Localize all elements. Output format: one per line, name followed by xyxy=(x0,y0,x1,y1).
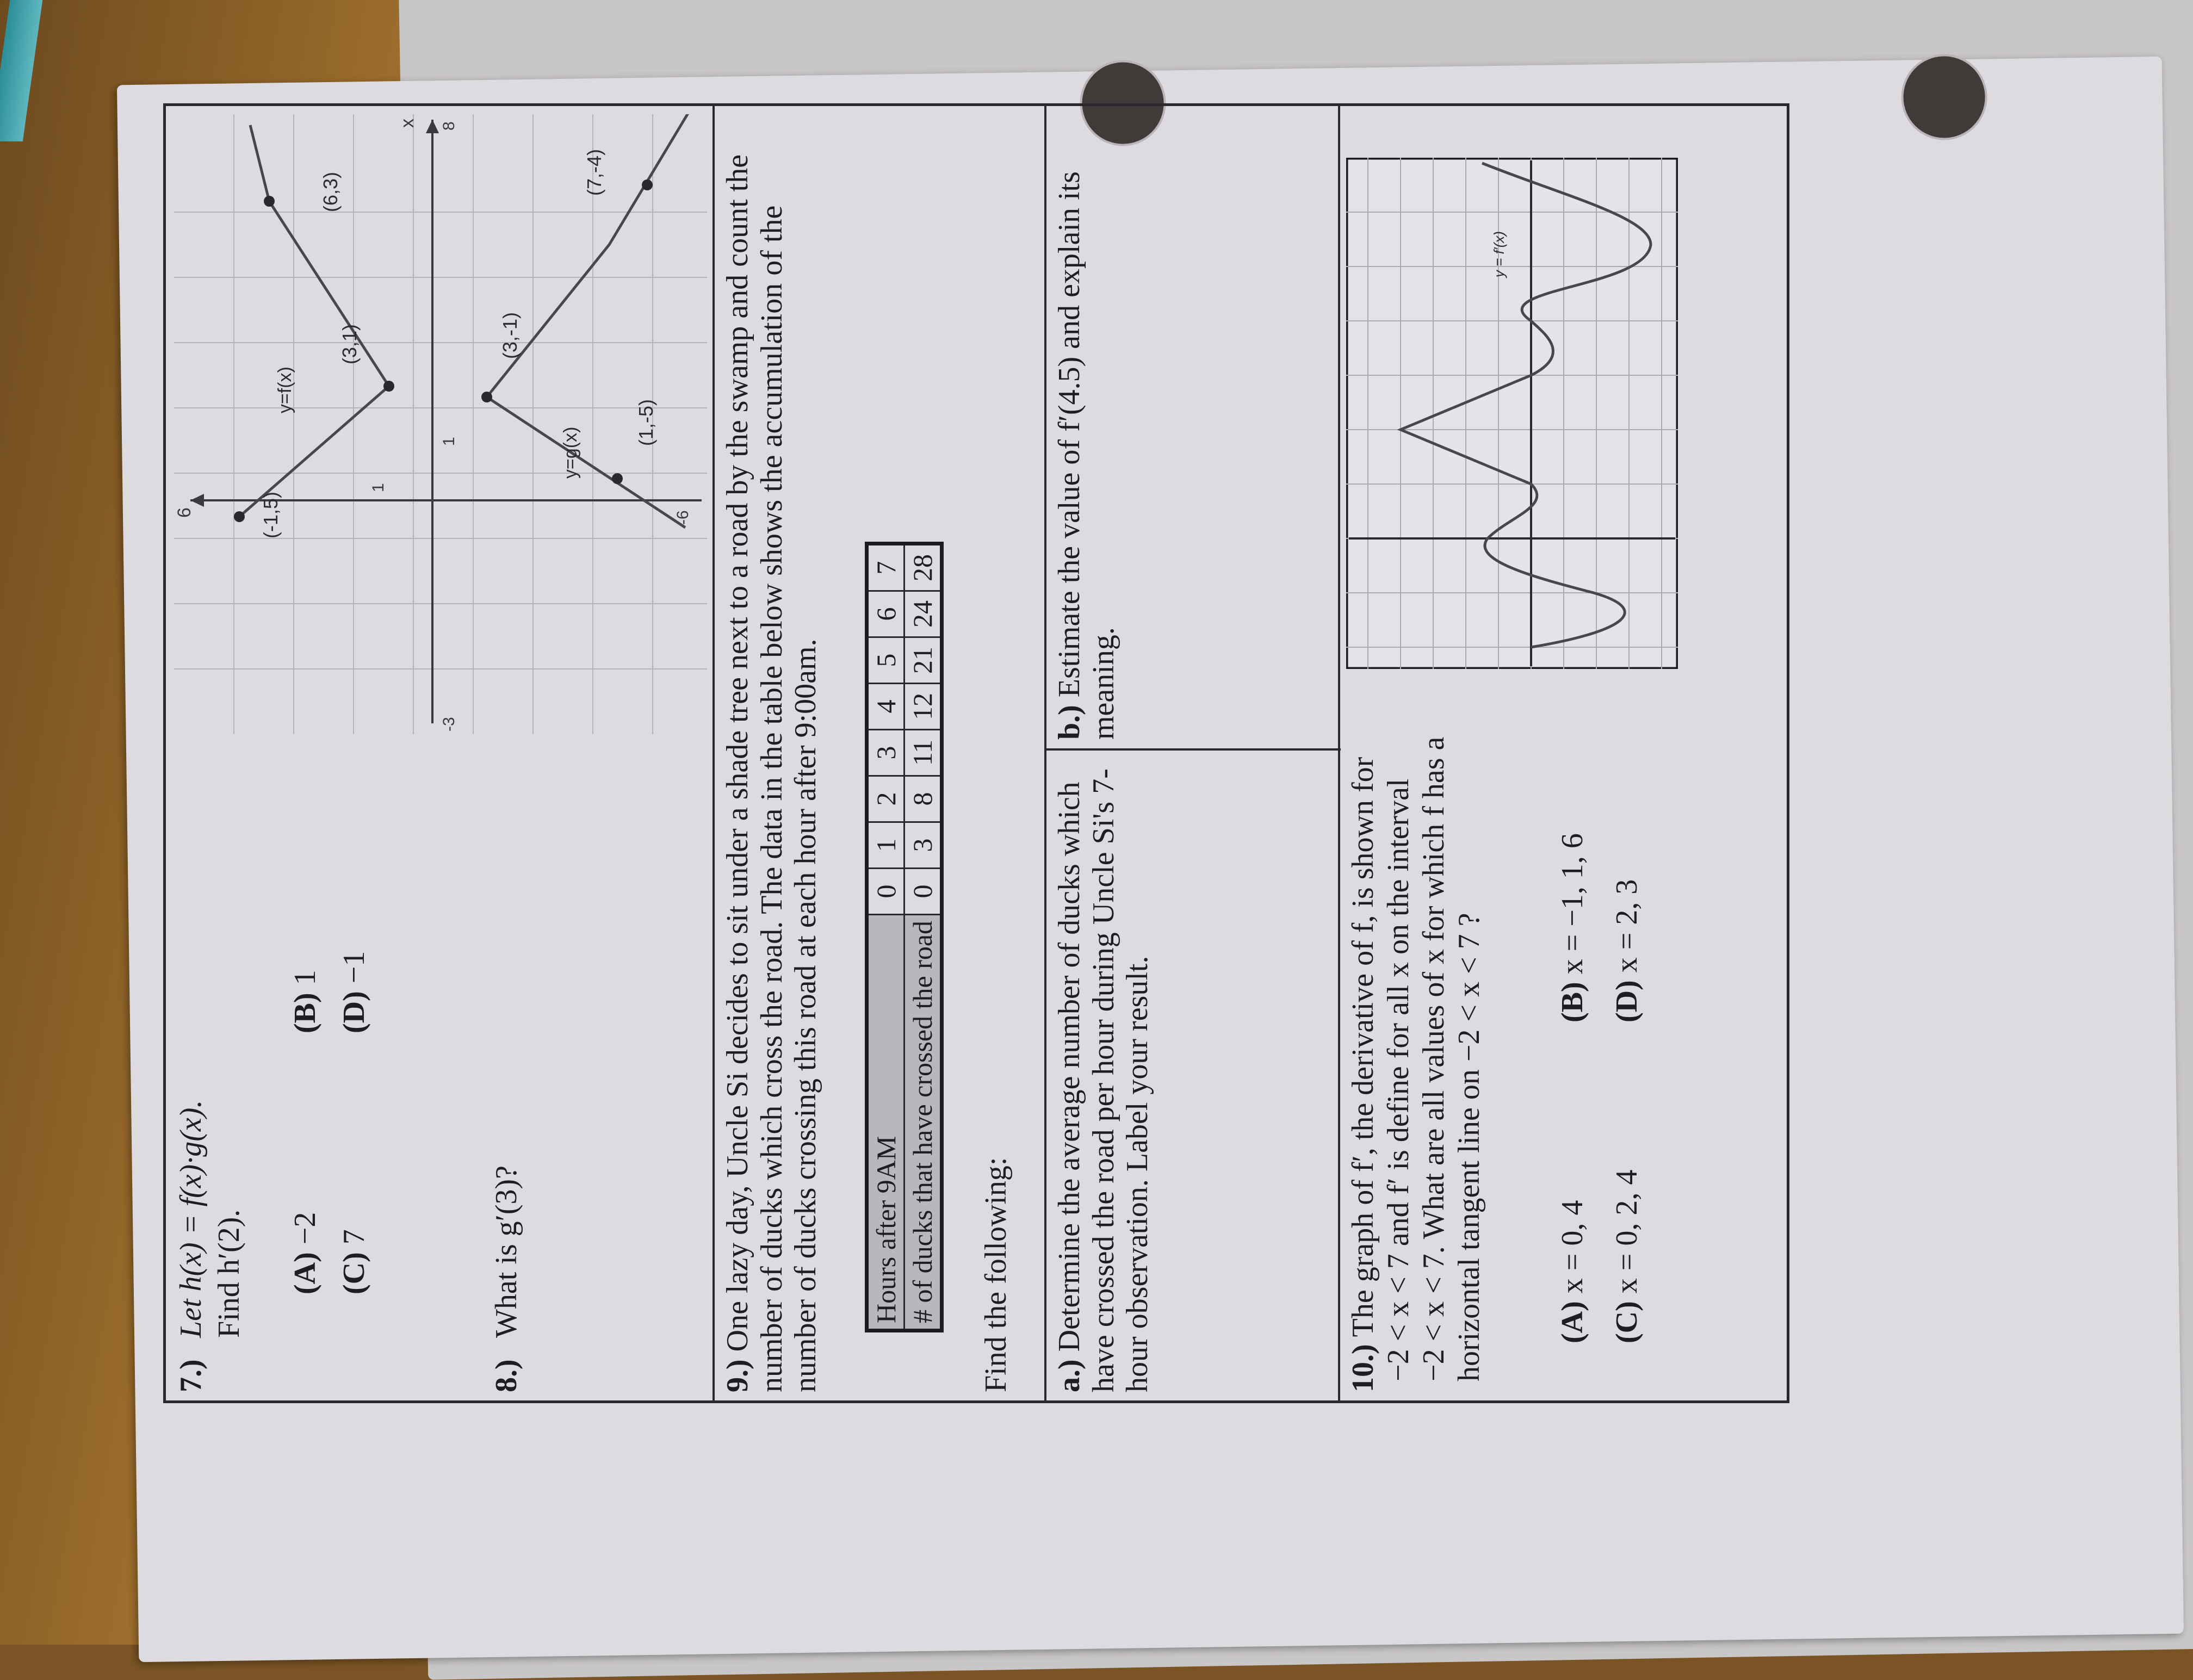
choice-label: (B) xyxy=(288,993,322,1033)
hours-cell: 5 xyxy=(867,637,905,683)
x-axis-label: x xyxy=(397,119,418,128)
q7-choice-c[interactable] xyxy=(337,1229,371,1294)
divider-parts-q10 xyxy=(1338,106,1340,1403)
f-label: y=f(x) xyxy=(275,367,295,413)
tick-x-right: 8 xyxy=(440,121,458,131)
hours-cell: 0 xyxy=(867,868,905,914)
choice-value: x = −1, 1, 6 xyxy=(1556,833,1589,975)
y-axis-label: 6 xyxy=(174,507,195,518)
choice-value: x = 0, 4 xyxy=(1556,1200,1589,1294)
choice-label: (A) xyxy=(1556,1301,1589,1343)
q7-number: 7.) xyxy=(174,1359,208,1392)
f-point-label-1: (-1,5) xyxy=(259,491,282,538)
row-label-ducks: # of ducks that have crossed the road xyxy=(905,914,942,1330)
q7-choice-b[interactable] xyxy=(288,970,323,1033)
f-prime-graph xyxy=(1346,158,1678,669)
x-axis-arrow xyxy=(426,120,439,133)
table-row-ducks xyxy=(905,543,942,1330)
f-point-1 xyxy=(234,511,245,522)
y-axis-arrow xyxy=(190,494,204,507)
q10-line-4: horizontal tangent line on −2 < x < 7 ? xyxy=(1452,913,1486,1381)
hours-cell: 6 xyxy=(867,591,905,637)
q7-prompt: Let h(x) = f(x)·g(x). xyxy=(174,1100,208,1338)
choice-value: x = 0, 2, 4 xyxy=(1610,1169,1644,1294)
choice-value: −2 xyxy=(288,1212,322,1245)
hours-cell: 1 xyxy=(867,822,905,868)
g-point-label-1: (1,-5) xyxy=(635,399,657,446)
q10-text-1: The graph of f′, the derivative of f, is shown for xyxy=(1346,757,1380,1337)
divider-q8-q9 xyxy=(713,106,715,1403)
choice-label: (A) xyxy=(288,1252,322,1294)
g-point-3 xyxy=(642,179,653,190)
f-point-label-3: (6,3) xyxy=(319,171,342,212)
q7-find: Find h′(2). xyxy=(212,1209,246,1338)
f-point-3 xyxy=(264,196,275,207)
q10-number: 10.) xyxy=(1346,1344,1380,1392)
q10-choice-b[interactable] xyxy=(1556,833,1590,1022)
hours-cell: 7 xyxy=(867,543,905,591)
ducks-cell: 0 xyxy=(905,868,942,914)
choice-value: −1 xyxy=(337,951,371,984)
table-row-hours xyxy=(867,543,905,1330)
hours-cell: 2 xyxy=(867,776,905,822)
choice-label: (B) xyxy=(1556,982,1589,1022)
q8-prompt: What is g′(3)? xyxy=(490,1165,523,1338)
choice-value: 7 xyxy=(337,1229,371,1245)
q9-text-block xyxy=(721,125,823,1392)
g-label: y=g(x) xyxy=(560,426,581,479)
q8-number: 8.) xyxy=(490,1359,523,1392)
q10-choice-c[interactable] xyxy=(1610,1170,1644,1343)
q9-number: 9.) xyxy=(721,1359,754,1392)
choice-label: (D) xyxy=(337,991,371,1033)
tick-x-left: -3 xyxy=(440,717,458,731)
find-following: Find the following: xyxy=(979,1157,1013,1392)
ducks-cell: 8 xyxy=(905,776,942,822)
part-b-label: b.) xyxy=(1052,705,1086,740)
divider-table-parts xyxy=(1044,106,1046,1403)
worksheet-content xyxy=(163,98,1849,1403)
f-prime-label: y = f′(x) xyxy=(1491,231,1507,277)
tick-y-neg: -6 xyxy=(674,510,692,525)
choice-value: 1 xyxy=(288,970,322,985)
q7-choice-d[interactable] xyxy=(337,951,371,1033)
part-a-block xyxy=(1052,761,1155,1392)
f-point-2 xyxy=(383,381,394,392)
part-b-block xyxy=(1052,120,1120,740)
ducks-cell: 12 xyxy=(905,683,942,729)
q10-line-3: −2 < x < 7. What are all values of x for which f has a xyxy=(1417,736,1451,1381)
g-point-label-2: (3,-1) xyxy=(499,312,521,359)
ducks-cell: 3 xyxy=(905,822,942,868)
q9-text: One lazy day, Uncle Si decides to sit under a shade tree next to a road by the swamp and count the number of ducks which cross the road. The data in the table below shows the accumulation of the number of ducks crossing this road at each hour after 9:00am. xyxy=(721,154,823,1392)
tick-y-1: 1 xyxy=(369,483,387,492)
hours-cell: 4 xyxy=(867,683,905,729)
q10-choice-d[interactable] xyxy=(1610,879,1644,1022)
q7-choice-a[interactable] xyxy=(288,1212,323,1294)
g-point-label-3: (7,-4) xyxy=(583,148,605,196)
divider-part-a-b xyxy=(1044,748,1341,751)
choice-label: (D) xyxy=(1610,980,1644,1022)
tick-x-1: 1 xyxy=(440,437,458,446)
q10-line-2: −2 < x < 7 and f′ is define for all x on the interval xyxy=(1382,778,1415,1381)
g-point-2 xyxy=(481,392,492,402)
choice-value: x = 2, 3 xyxy=(1610,879,1644,973)
punch-hole-right xyxy=(1900,53,1987,140)
part-b-text: Estimate the value of f′(4.5) and explain its meaning. xyxy=(1052,171,1120,740)
choice-label: (C) xyxy=(1610,1301,1644,1343)
part-a-text: Determine the average number of ducks which have crossed the road per hour during Uncle Si's 7-hour observation. Label your result. xyxy=(1052,768,1155,1392)
ducks-cell: 21 xyxy=(905,637,942,683)
ducks-cell: 28 xyxy=(905,543,942,591)
hours-cell: 3 xyxy=(867,729,905,776)
f-point-label-2: (3,1) xyxy=(338,324,361,364)
q10-choice-a[interactable] xyxy=(1556,1200,1590,1343)
part-a-label: a.) xyxy=(1052,1359,1086,1392)
ducks-cell: 11 xyxy=(905,729,942,776)
ducks-table xyxy=(865,542,944,1332)
q10-line-1 xyxy=(1346,757,1380,1392)
choice-label: (C) xyxy=(337,1252,371,1294)
f-curve xyxy=(239,125,389,517)
row-label-hours: Hours after 9AM xyxy=(867,914,905,1330)
ducks-cell: 24 xyxy=(905,591,942,637)
q7-q8-graph xyxy=(174,114,707,734)
g-point-1 xyxy=(612,473,623,484)
